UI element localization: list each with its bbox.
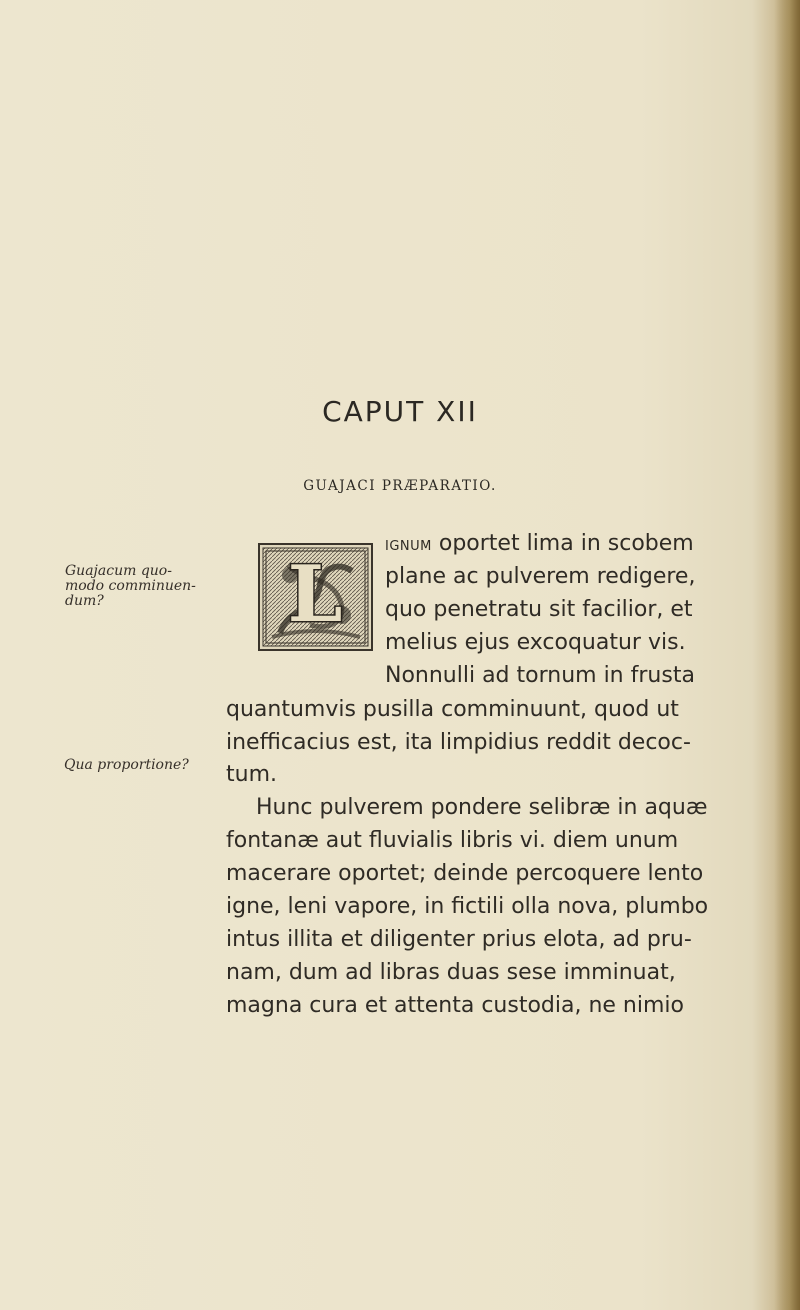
text-line: plane ac pulverem redigere, <box>385 564 696 589</box>
initial-letter: L <box>287 549 343 640</box>
margin-note-proportion: Qua proportione? <box>64 757 189 773</box>
text-line: Hunc pulverem pondere selibræ in aquæ <box>256 795 708 820</box>
chapter-subtitle: GUAJACI PRÆPARATIO. <box>303 478 497 494</box>
text-line: fontanæ aut fluvialis libris vi. diem unum <box>226 828 679 853</box>
lead-word: ignum <box>385 534 432 555</box>
text-line: inefficacius est, ita limpidius reddit decoc- <box>226 730 691 755</box>
text-line: igne, leni vapore, in fictili olla nova, plumbo <box>226 894 709 919</box>
text-line: magna cura et attenta custodia, ne nimio <box>226 993 684 1018</box>
text-line: ignum oportet lima in scobem <box>385 531 694 556</box>
text-line: quo penetratu sit facilior, et <box>385 597 693 622</box>
chapter-title: CAPUT XII <box>322 395 478 428</box>
text-line: Nonnulli ad tornum in frusta <box>385 663 695 688</box>
page-edge-shadow <box>774 0 800 1310</box>
text-line: tum. <box>226 762 277 787</box>
text-line: macerare oportet; deinde percoquere lento <box>226 861 704 886</box>
text-line: quantumvis pusilla comminuunt, quod ut <box>226 697 679 722</box>
text-line: nam, dum ad libras duas sese imminuat, <box>226 960 676 985</box>
text-line: melius ejus excoquatur vis. <box>385 630 686 655</box>
text-line: intus illita et diligenter prius elota, ad pru- <box>226 927 692 952</box>
decorated-initial-L-icon <box>258 543 373 651</box>
margin-note-comminution: Guajacum quo- modo comminuen- dum? <box>65 563 196 609</box>
